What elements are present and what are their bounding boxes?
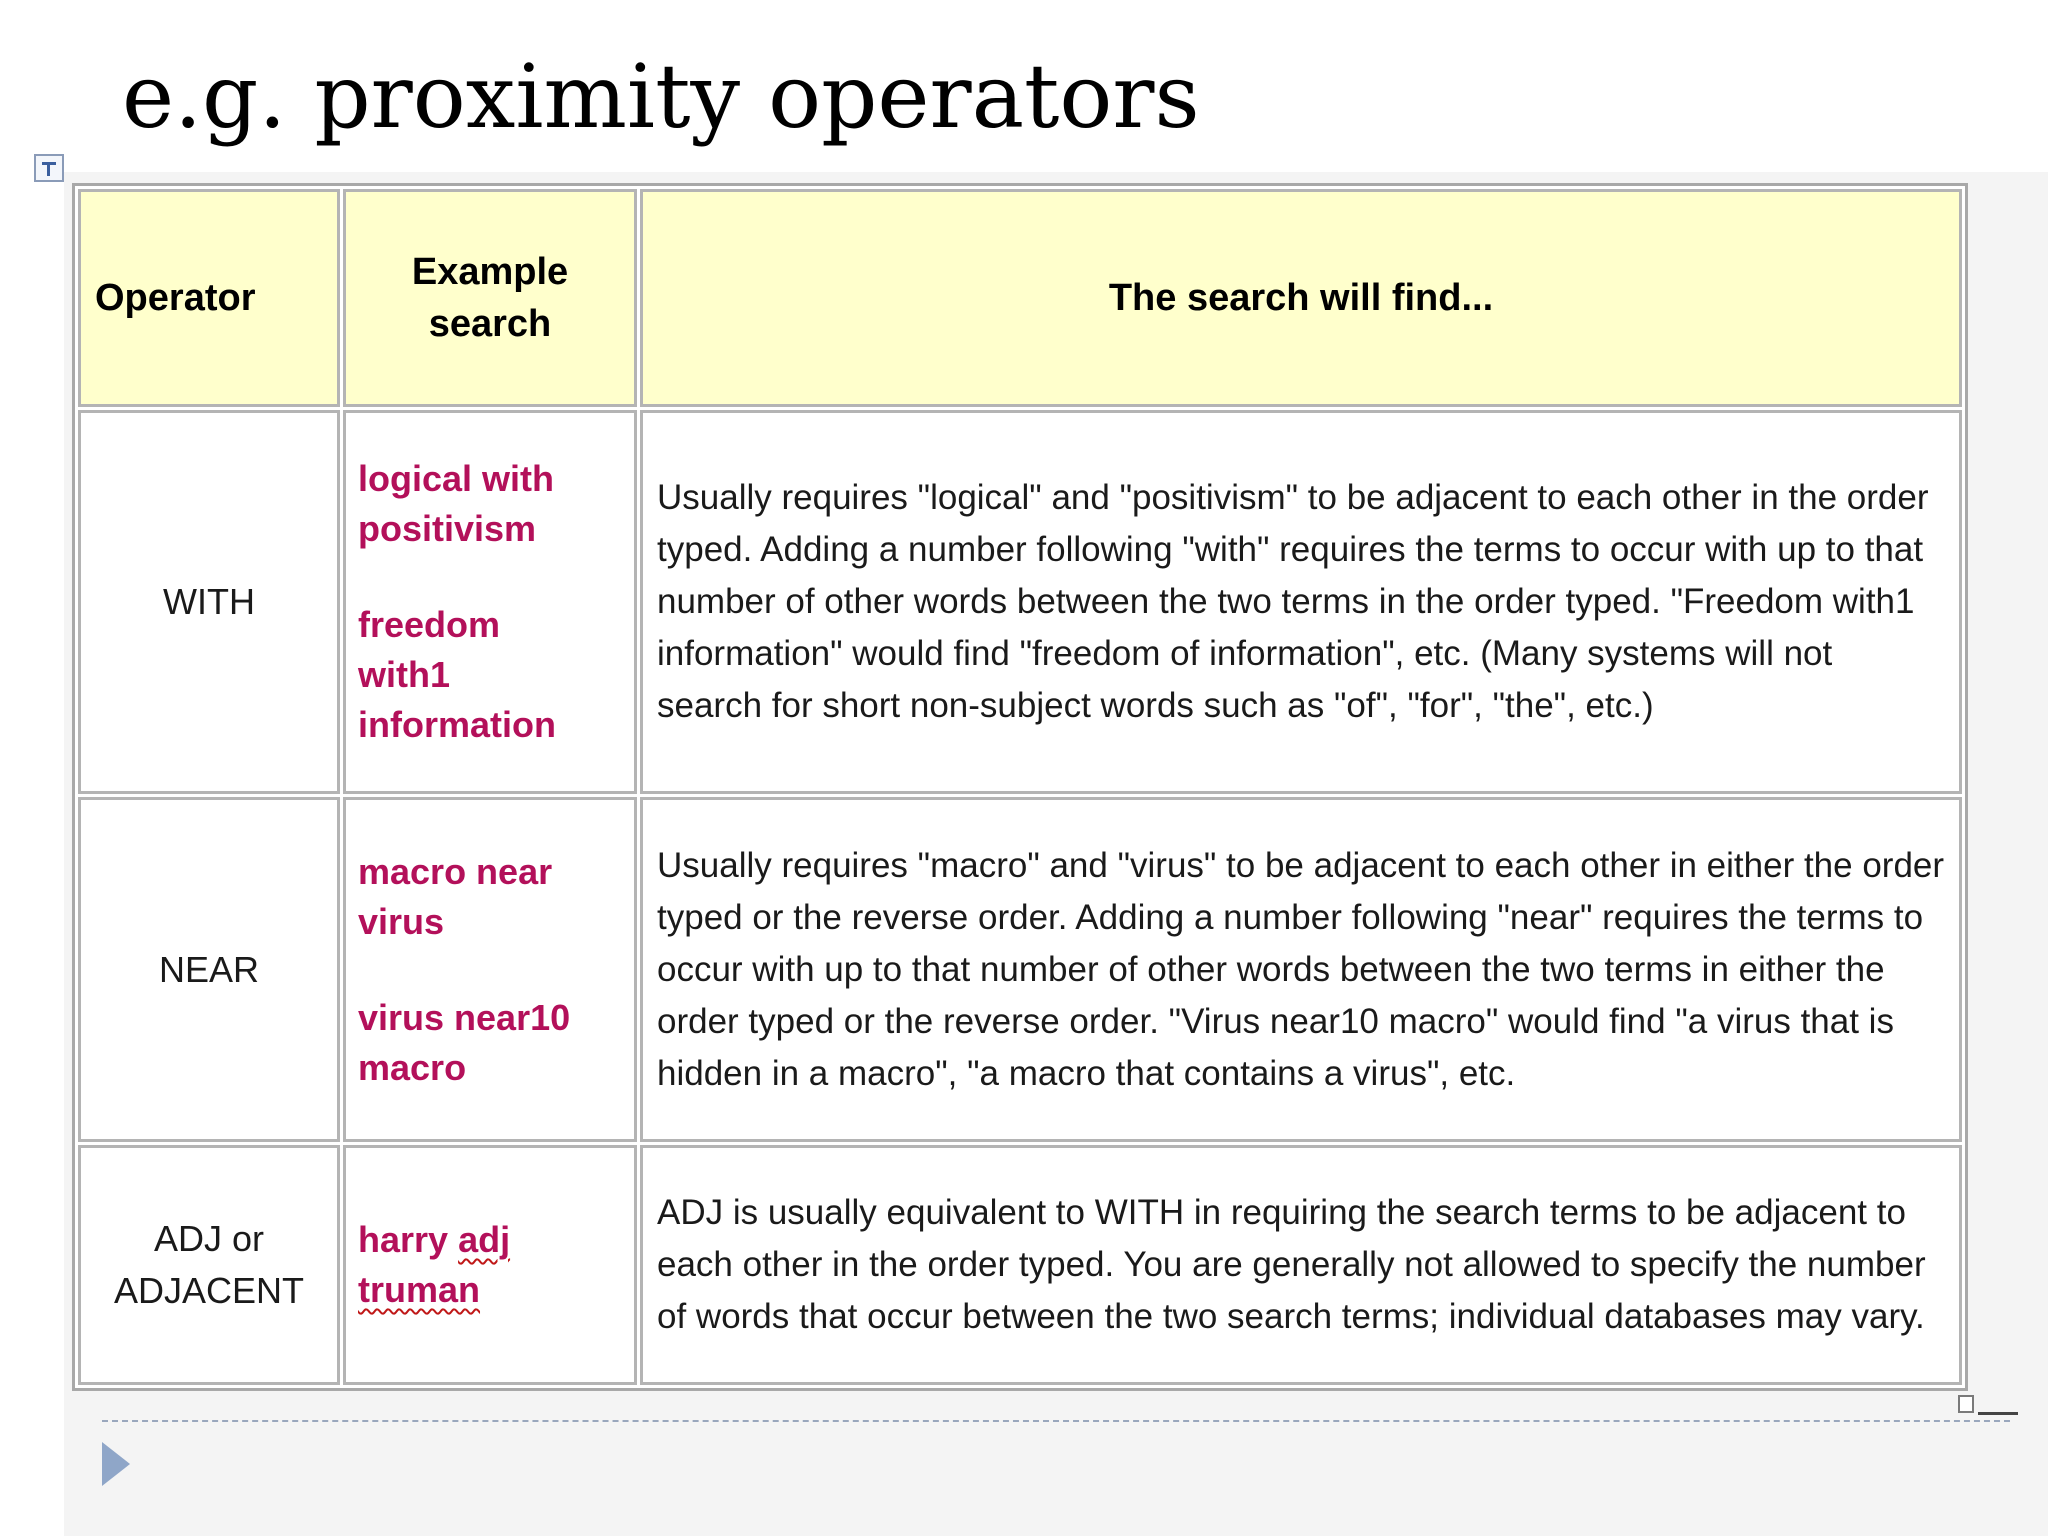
example-line: with1 [358,654,451,695]
header-example-search [343,189,637,407]
example-line: freedom [358,604,501,645]
table-row-adj [78,1145,1962,1385]
proximity-operators-table [72,183,1968,1391]
resize-arrow-icon [1978,1400,2018,1415]
operator-cell [78,410,340,794]
example-line: virus [358,900,445,942]
slide-title: e.g. proximity operators [122,45,1200,148]
table-move-handle-icon[interactable] [34,154,64,182]
table-row-near [78,797,1962,1142]
table-header-row [78,189,1962,407]
example-cell [343,1145,637,1385]
example-line [358,1265,634,1315]
header-operator [78,189,340,407]
spellcheck-word: adj [458,1219,511,1260]
example-cell [343,797,637,1142]
header-result-label: The search will find... [1108,277,1494,319]
header-operator-label: Operator [95,277,256,319]
example-query [358,993,634,1093]
operator-name: NEAR [158,948,260,990]
example-line: macro [358,1046,467,1088]
header-example-line1: Example [411,251,569,293]
example-line-text: harry [358,1219,459,1260]
description-cell: ADJ is usually equivalent to WITH in requiring the search terms to be adjacent to each other in the order typed. You are generally not allowed to specify the number of words that occur between the two search terms; individual databases may vary. [640,1145,1962,1385]
description-cell: Usually requires "logical" and "positivism" to be adjacent to each other in the order typed. Adding a number following "with" requires the terms to occur with up to that number of other words between the two terms in the order typed. "Freedom with1 information" would find "freedom of information", etc. (Many systems will not search for short non-subject words such as "of", "for", "the", etc.) [640,410,1962,794]
dashed-divider [102,1420,2010,1422]
example-line: information [358,704,556,745]
example-line [358,1215,634,1265]
description-cell: Usually requires "macro" and "virus" to be adjacent to each other in either the order typed or the reverse order. Adding a number following "near" requires the terms to occur with up to that number of other words between the two terms in either the order typed or the reverse order. "Virus near10 macro" would find "a virus that is hidden in a macro", "a macro that contains a virus", etc. [640,797,1962,1142]
spellcheck-word: truman [358,1269,481,1310]
example-line: positivism [358,508,537,549]
example-line: macro near [358,850,553,892]
header-search-result [640,189,1962,407]
example-line: virus near10 [358,996,571,1038]
header-example-line2: search [428,303,552,345]
example-line: logical with [358,458,555,499]
example-query [358,1215,634,1315]
operator-name: WITH [163,581,255,622]
example-query [358,600,634,750]
operator-cell [78,797,340,1142]
operator-cell [78,1145,340,1385]
triangle-bullet-icon [102,1442,130,1486]
example-query [358,847,634,947]
table-row-with [78,410,1962,794]
table-resize-handle-icon[interactable] [1958,1395,1974,1413]
operator-name: ADJ or [153,1218,265,1259]
example-query [358,454,634,554]
example-cell [343,410,637,794]
operator-name-line2: ADJACENT [113,1270,305,1311]
